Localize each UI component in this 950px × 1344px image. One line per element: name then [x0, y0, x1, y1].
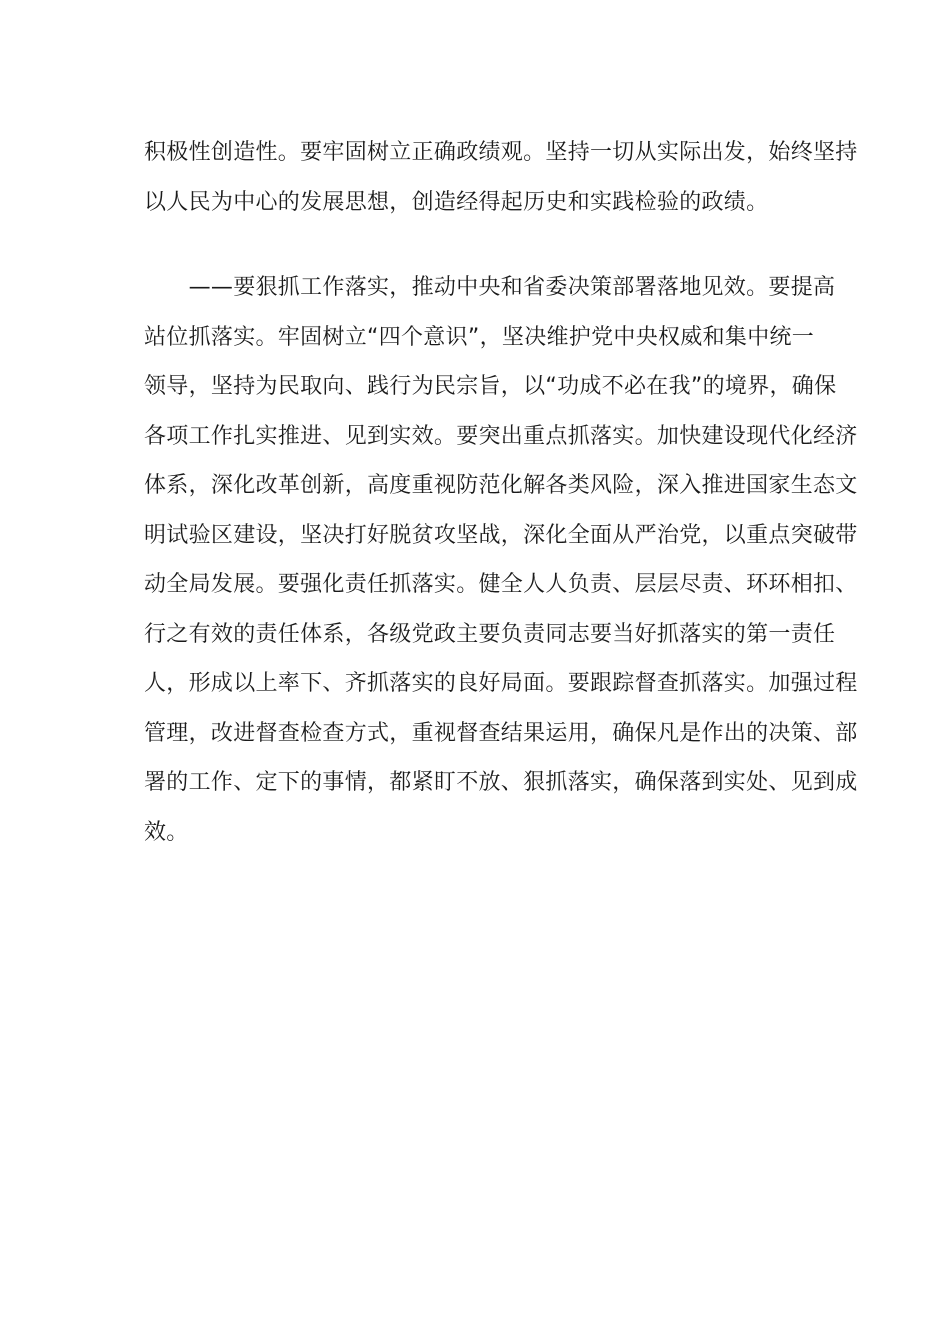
text-line: 署的工作、定下的事情，都紧盯不放、狠抓落实，确保落到实处、见到成 [144, 770, 858, 795]
text-line: ——要狠抓工作落实，推动中央和省委决策部署落地见效。要提高 [144, 275, 836, 300]
text-line: 人，形成以上率下、齐抓落实的良好局面。要跟踪督查抓落实。加强过程 [144, 671, 858, 696]
text-line: 领导，坚持为民取向、践行为民宗旨，以“功成不必在我”的境界，确保 [144, 374, 837, 399]
text-line: 积极性创造性。要牢固树立正确政绩观。坚持一切从实际出发，始终坚持 [144, 140, 858, 165]
text-line: 效。 [144, 819, 189, 845]
text-line: 行之有效的责任体系，各级党政主要负责同志要当好抓落实的第一责任 [144, 621, 836, 647]
text-line: 站位抓落实。牢固树立“四个意识”，坚决维护党中央权威和集中统一 [144, 324, 815, 350]
text-line: 明试验区建设，坚决打好脱贫攻坚战，深化全面从严治党，以重点突破带 [144, 522, 858, 548]
text-line: 各项工作扎实推进、见到实效。要突出重点抓落实。加快建设现代化经济 [144, 423, 858, 449]
text-line: 动全局发展。要强化责任抓落实。健全人人负责、层层尽责、环环相扣、 [144, 572, 858, 597]
paragraph-1 [144, 128, 858, 227]
text-line: 管理，改进督查检查方式，重视督查结果运用，确保凡是作出的决策、部 [144, 720, 858, 746]
text-line: 以人民为中心的发展思想，创造经得起历史和实践检验的政绩。 [144, 189, 769, 215]
paragraph-spacer [144, 227, 814, 263]
paragraph-2 [144, 263, 858, 857]
text-line: 体系，深化改革创新，高度重视防范化解各类风险，深入推进国家生态文 [144, 473, 858, 498]
document-body [144, 128, 858, 857]
